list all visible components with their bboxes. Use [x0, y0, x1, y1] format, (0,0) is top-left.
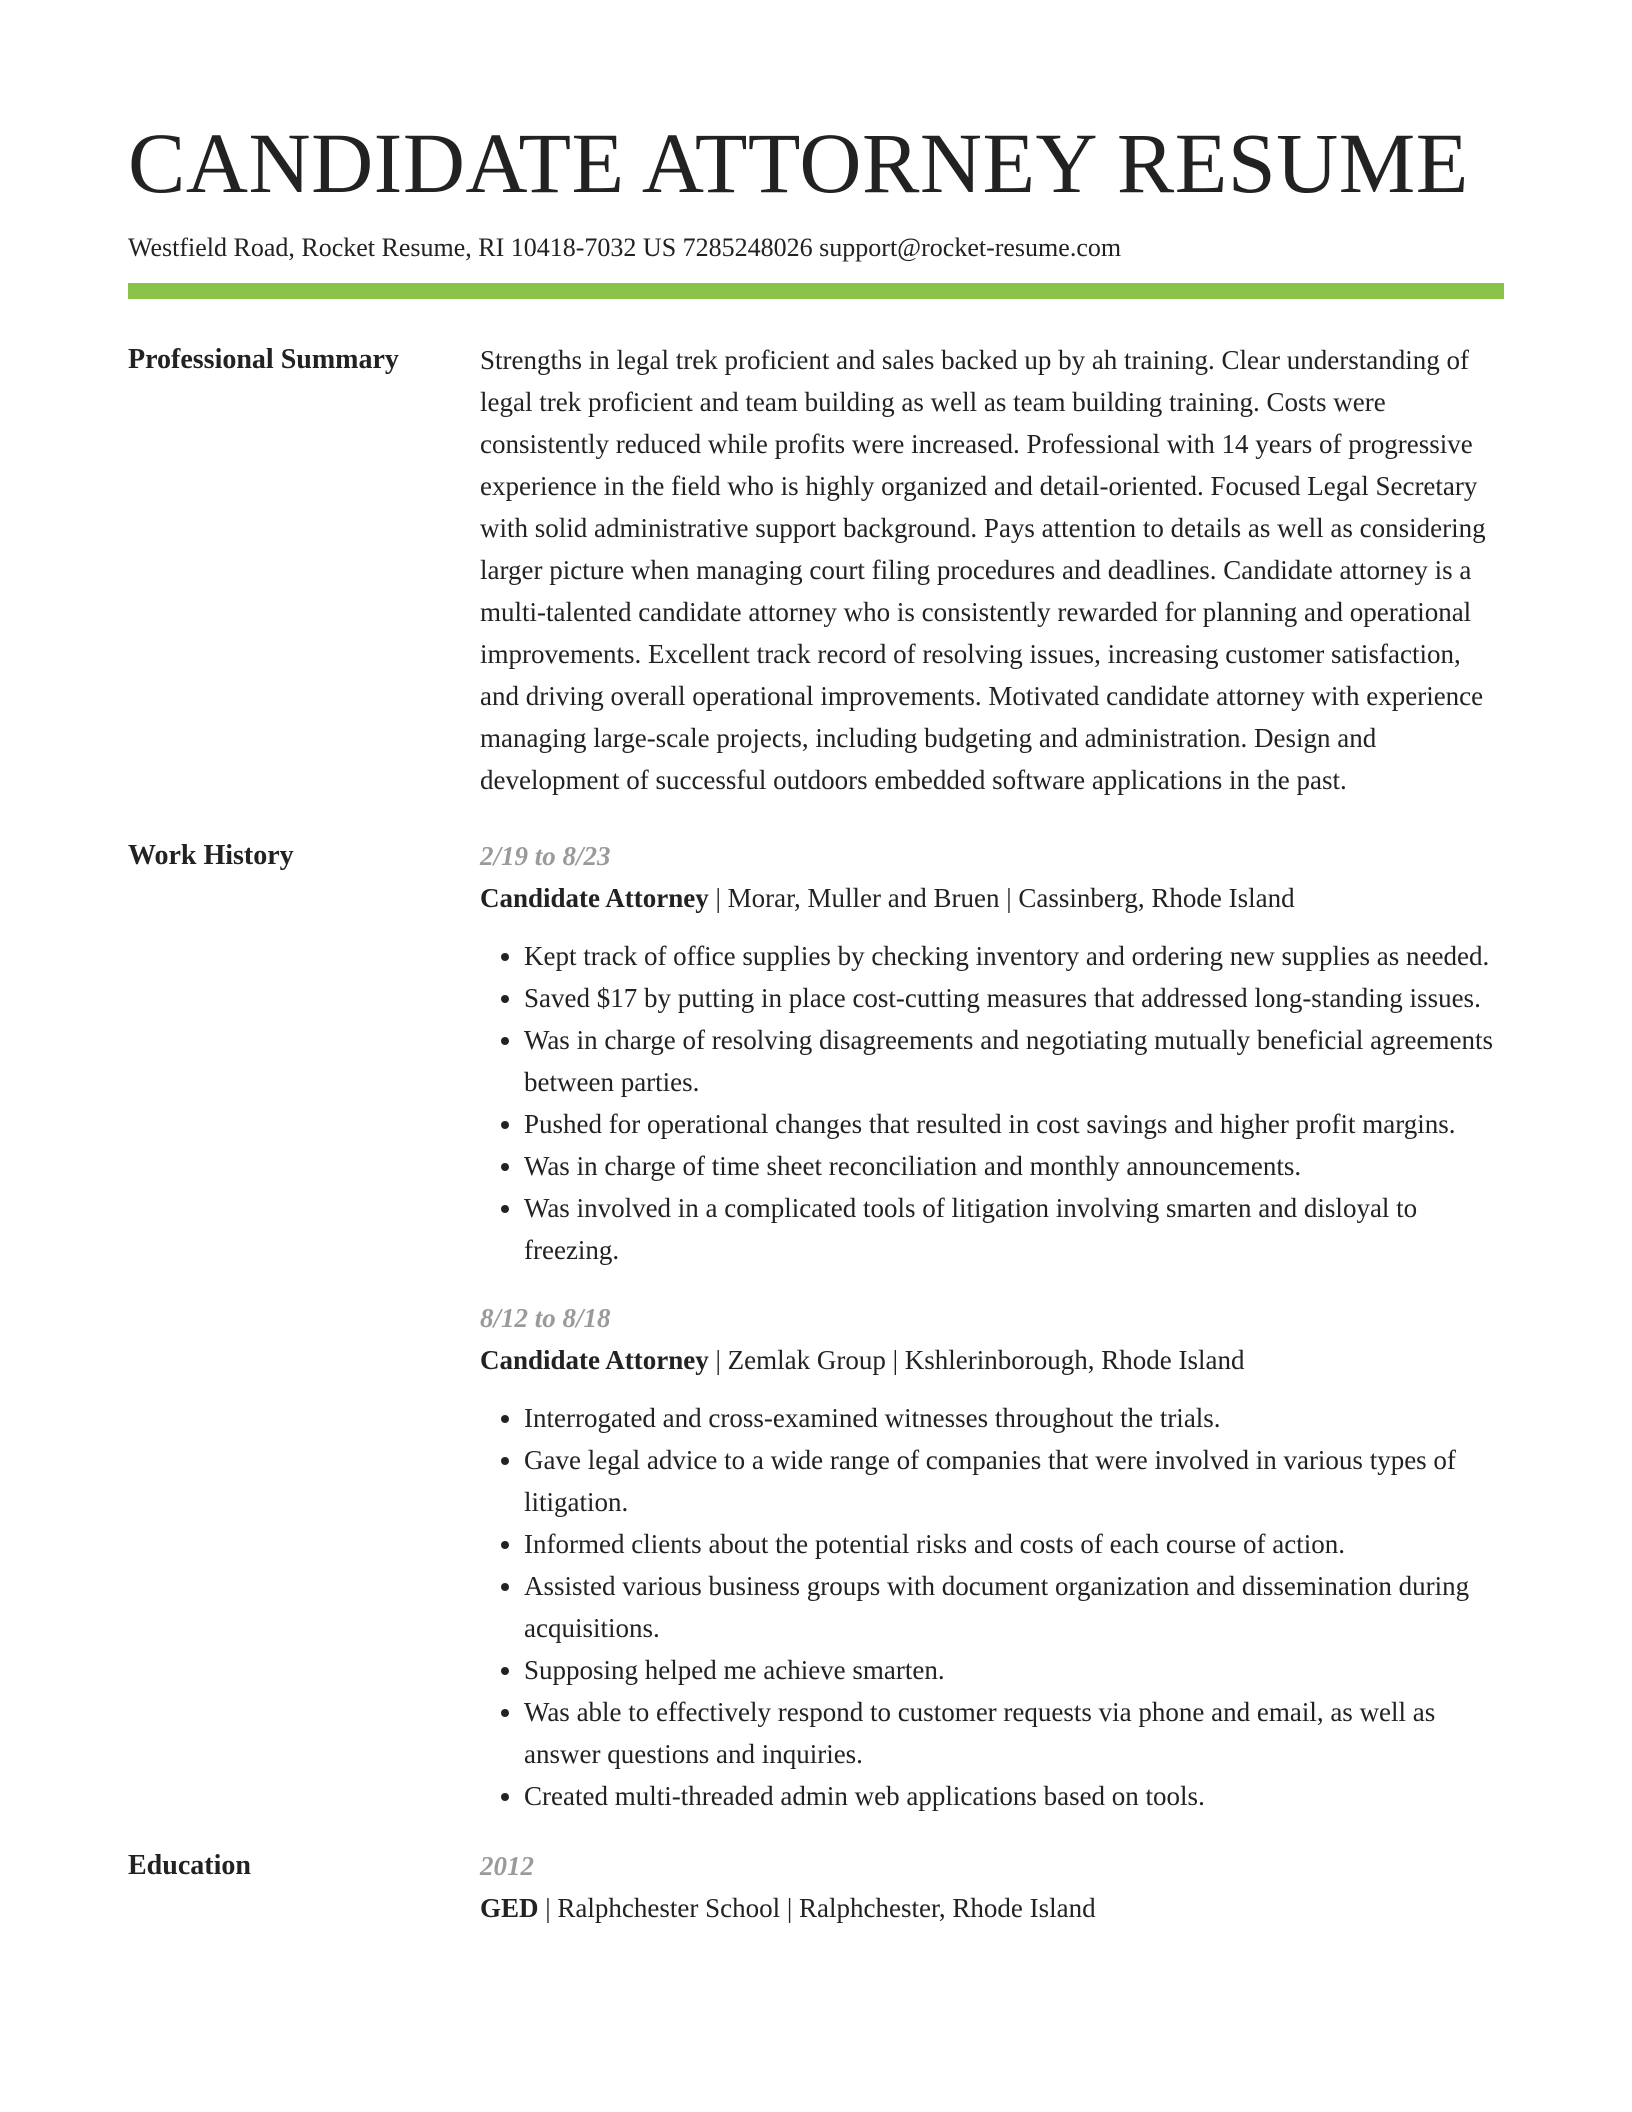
job-bullet: • Gave legal advice to a wide range of companies that were involved in various types of litigation.	[524, 1439, 1504, 1523]
job-bullet: • Informed clients about the potential risks and costs of each course of action.	[524, 1523, 1504, 1565]
job-bullet-list	[480, 935, 1504, 1271]
job-dates: 2/19 to 8/23	[480, 841, 611, 872]
job-bullet: • Was involved in a complicated tools of litigation involving smarten and disloyal to freezing.	[524, 1187, 1504, 1271]
job-bullet: • Created multi-threaded admin web applications based on tools.	[524, 1775, 1504, 1817]
job-bullet: • Supposing helped me achieve smarten.	[524, 1649, 1504, 1691]
job-bullet: • Pushed for operational changes that resulted in cost savings and higher profit margins.	[524, 1103, 1504, 1145]
summary-text: Strengths in legal trek proficient and sales backed up by ah training. Clear understanding of legal trek proficient and team building as well as team building training. Costs were consistently reduced while profits were increased. Professional with 14 years of progressive experience in the field who is highly organized and detail-oriented. Focused Legal Secretary with solid administrative support background. Pays attention to details as well as considering larger picture when managing court filing procedures and deadlines. Candidate attorney is a multi-talented candidate attorney who is consistently rewarded for planning and operational improvements. Excellent track record of resolving issues, increasing customer satisfaction, and driving overall operational improvements. Motivated candidate attorney with experience managing large-scale projects, including budgeting and administration. Design and development of successful outdoors embedded software applications in the past.	[480, 345, 1486, 796]
section-label-summary: Professional Summary	[128, 344, 399, 376]
job-employer-location: | Morar, Muller and Bruen | Cassinberg, Rhode Island	[708, 883, 1295, 914]
education-year: 2012	[480, 1851, 534, 1882]
education-line	[480, 1887, 1504, 1929]
job-dates: 8/12 to 8/18	[480, 1303, 611, 1334]
education-school-location: | Ralphchester School | Ralphchester, Rhode Island	[538, 1893, 1096, 1924]
education-section	[128, 1845, 1504, 1929]
job-employer-location: | Zemlak Group | Kshlerinborough, Rhode Island	[708, 1345, 1245, 1376]
section-label-education: Education	[128, 1850, 251, 1882]
job-bullet-list	[480, 1397, 1504, 1817]
job-bullet: • Was in charge of time sheet reconciliation and monthly announcements.	[524, 1145, 1504, 1187]
job-bullet: • Was able to effectively respond to customer requests via phone and email, as well as answer questions and inquiries.	[524, 1691, 1504, 1775]
job-entry	[480, 835, 1504, 1271]
professional-summary-section	[128, 339, 1504, 801]
job-bullet: • Was in charge of resolving disagreements and negotiating mutually beneficial agreements between parties.	[524, 1019, 1504, 1103]
summary-body	[480, 339, 1504, 801]
work-history-section	[128, 835, 1504, 1817]
job-role-line	[480, 877, 1504, 919]
job-title: Candidate Attorney	[480, 1345, 709, 1376]
job-bullet: • Assisted various business groups with document organization and dissemination during acquisitions.	[524, 1565, 1504, 1649]
resume-title: CANDIDATE ATTORNEY RESUME	[128, 115, 1469, 211]
section-label-work: Work History	[128, 840, 294, 872]
job-entry	[480, 1297, 1504, 1817]
job-bullet: • Kept track of office supplies by checking inventory and ordering new supplies as needed.	[524, 935, 1504, 977]
job-bullet: • Saved $17 by putting in place cost-cutting measures that addressed long-standing issues.	[524, 977, 1504, 1019]
accent-divider	[128, 283, 1504, 299]
job-role-line	[480, 1339, 1504, 1381]
education-degree: GED	[480, 1893, 539, 1924]
contact-line: Westfield Road, Rocket Resume, RI 10418-7032 US 7285248026 support@rocket-resume.com	[128, 233, 1122, 262]
education-body	[480, 1845, 1504, 1929]
job-bullet: • Interrogated and cross-examined witnesses throughout the trials.	[524, 1397, 1504, 1439]
resume-page	[128, 0, 1504, 1929]
work-history-body	[480, 835, 1504, 1817]
job-title: Candidate Attorney	[480, 883, 709, 914]
